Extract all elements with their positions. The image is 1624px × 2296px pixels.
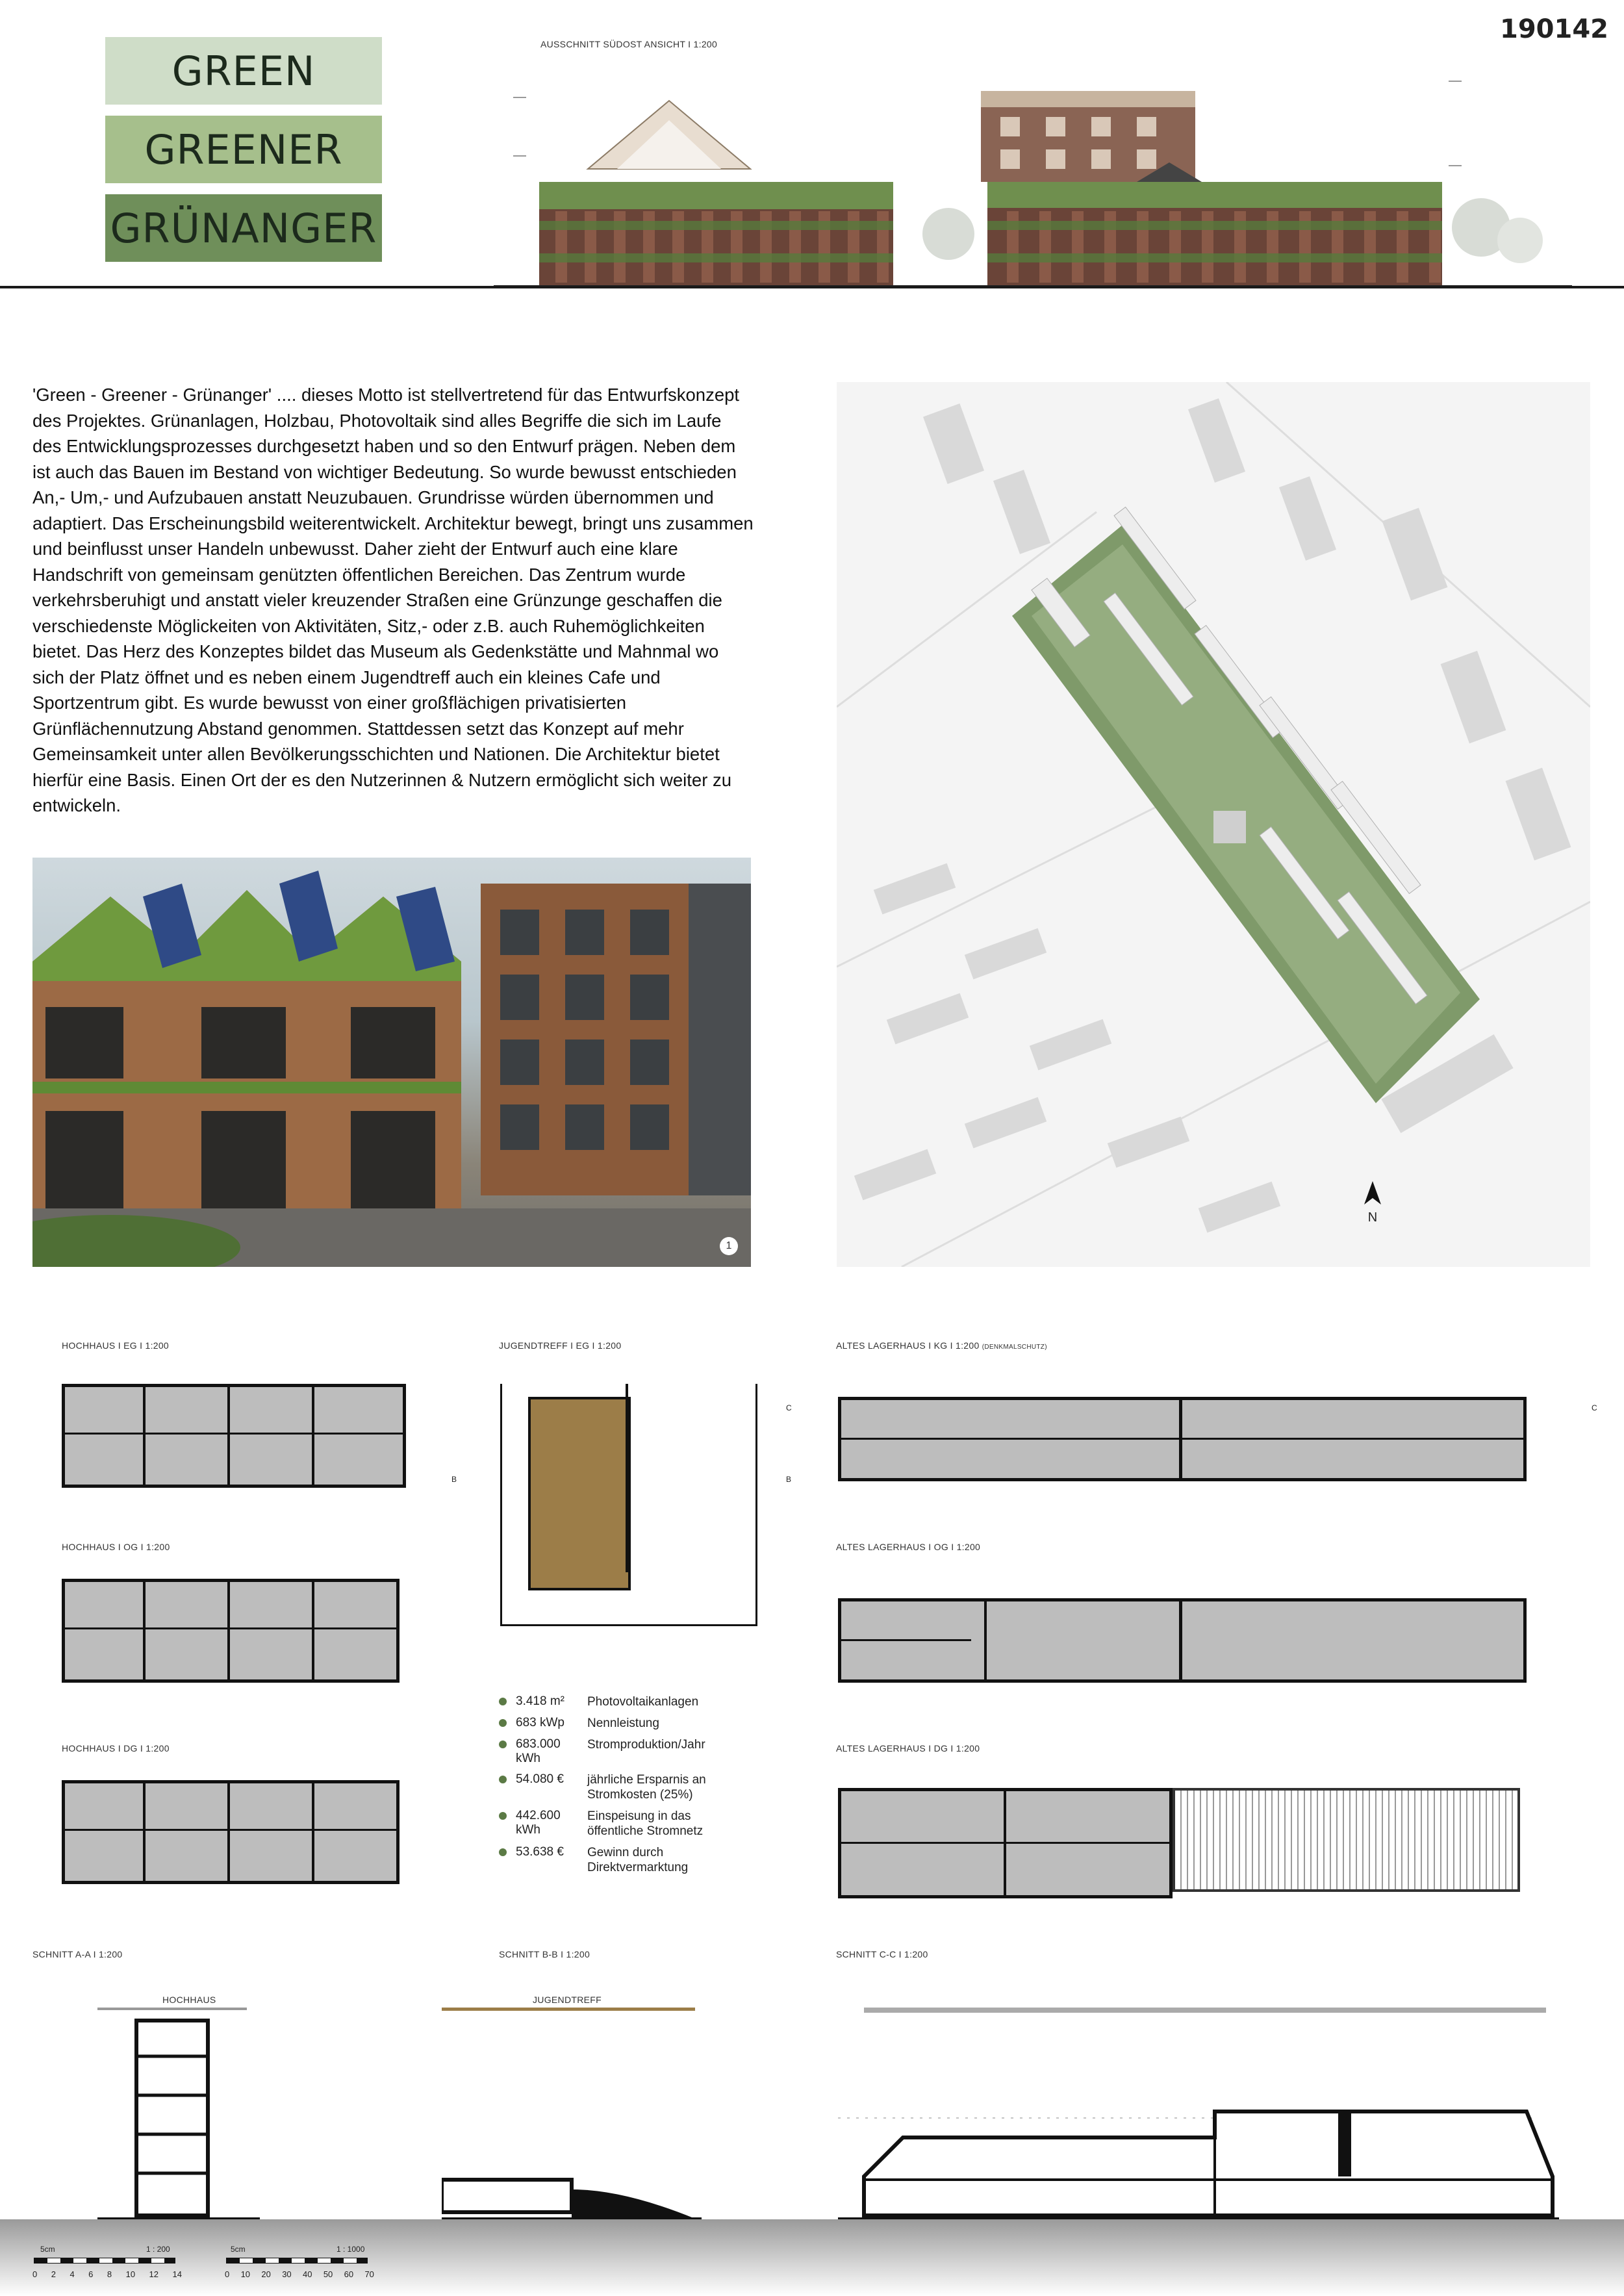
plan-label-lagerhaus-og: ALTES LAGERHAUS I OG I 1:200 — [836, 1542, 981, 1552]
north-label: N — [1367, 1210, 1378, 1225]
plan-label-hochhaus-dg: HOCHHAUS I DG I 1:200 — [62, 1743, 170, 1754]
scale-left-ticks: 0 2 4 6 8 10 12 14 — [32, 2269, 182, 2279]
scale-right-ticks: 0 10 20 30 40 50 60 70 — [225, 2269, 374, 2279]
plan-label-lagerhaus-dg: ALTES LAGERHAUS I DG I 1:200 — [836, 1743, 980, 1754]
elevation-drawing — [494, 71, 1572, 286]
lagerhaus-dg-roof — [1173, 1788, 1520, 1892]
stat-row: 683 kWp Nennleistung — [499, 1716, 746, 1731]
section-label-c: SCHNITT C-C I 1:200 — [836, 1949, 928, 1959]
north-arrow — [1363, 1181, 1382, 1225]
section-a-drawing — [97, 2008, 260, 2222]
scale-bar-left — [34, 2258, 175, 2264]
scale-right-ratio: 1 : 1000 — [336, 2245, 365, 2254]
project-number: 190142 — [1500, 14, 1608, 44]
stat-row: 53.638 € Gewinn durch Direktvermarktung — [499, 1845, 746, 1875]
stat-row: 54.080 € jährliche Ersparnis an Stromkosten (25%) — [499, 1772, 746, 1802]
site-plan — [837, 382, 1590, 1267]
plan-jugendtreff — [500, 1384, 757, 1626]
plan-lagerhaus-kg — [838, 1397, 1527, 1481]
stat-row: 3.418 m² Photovoltaikanlagen — [499, 1694, 746, 1709]
section-label-b: SCHNITT B-B I 1:200 — [499, 1949, 590, 1959]
section-marker-c-left: C — [786, 1403, 792, 1412]
plan-lagerhaus-dg — [838, 1788, 1173, 1898]
elevation-label: AUSSCHNITT SÜDOST ANSICHT I 1:200 — [540, 39, 718, 49]
section-b-drawing — [442, 2008, 702, 2222]
plan-hochhaus-og — [62, 1579, 400, 1683]
plan-label-hochhaus-eg: HOCHHAUS I EG I 1:200 — [62, 1340, 170, 1351]
plan-hochhaus-dg — [62, 1780, 400, 1884]
scale-right-unit: 5cm — [231, 2245, 246, 2254]
title-grunanger: GRÜNANGER — [105, 194, 382, 262]
section-c-drawing — [838, 2008, 1559, 2222]
scale-left-ratio: 1 : 200 — [146, 2245, 170, 2254]
plan-hochhaus-eg — [62, 1384, 406, 1488]
lagerhaus-kg-title: ALTES LAGERHAUS I KG I 1:200 — [836, 1340, 980, 1351]
header-divider — [0, 286, 1624, 288]
section-marker-c-right: C — [1592, 1403, 1597, 1412]
section-marker-b-left: B — [451, 1475, 457, 1484]
stat-row: 442.600 kWh Einspeisung in das öffentliche Stromnetz — [499, 1809, 746, 1839]
scale-left-unit: 5cm — [40, 2245, 55, 2254]
section-marker-b-right: B — [786, 1475, 792, 1484]
render-badge: 1 — [720, 1237, 738, 1255]
title-green: GREEN — [105, 37, 382, 105]
title-greener: GREENER — [105, 116, 382, 183]
plan-label-lagerhaus-kg — [836, 1340, 1047, 1351]
photovoltaic-stats — [499, 1694, 746, 1881]
scale-bar-right — [226, 2258, 368, 2264]
stat-row: 683.000 kWh Stromproduktion/Jahr — [499, 1737, 746, 1766]
project-description: 'Green - Greener - Grünanger' .... dieses Motto ist stellvertretend für das Entwurfskonzept des Projektes. Grünanlagen, Holzbau, Photovoltaik sind alles Begriffe die sich im Laufe des Entwicklungsprozesses durchgesetzt haben und so den Entwurf prägen. Neben dem ist auch das Bauen im Bestand von wichtiger Bedeutung. So wurde bewusst entschieden An,- Um,- und Aufzubauen anstatt Neuzubauen. Grundrisse würden übernommen und adaptiert. Das Erscheinungsbild weiterentwickelt. Architektur bewegt, bringt uns zusammen und beinflusst unser Handeln unbewusst. Daher zieht der Entwurf auch eine klare Handschrift von gemeinsam genützten öffentlichen Bereichen. Das Zentrum wurde verkehrsberuhigt und anstatt vieler kreuzender Straßen eine Grünzunge geschaffen die verschiedenste Möglickeiten von Aktivitäten, Sitz,- oder z.B. auch Ruhemöglichkeiten bietet. Das Herz des Konzeptes bildet das Museum als Gedenkstätte und Mahnmal wo sich der Platz öffnet und es neben einem Jugendtreff auch ein kleines Cafe und Sportzentrum gibt. Es wurde bewusst von einer großflächigen privatisierten Grünflächennutzung Abstand genommen. Stattdessen setzt das Konzept auf mehr Gemeinsamkeit unter allen Bevölkerungsschichten und Nationen. Die Architektur bietet hierfür eine Basis. Einen Ort der es den Nutzerinnen & Nutzern ermöglicht sich weiter zu entwickeln. — [32, 385, 754, 815]
section-hochhaus-label: HOCHHAUS — [162, 1995, 216, 2005]
plan-label-hochhaus-og: HOCHHAUS I OG I 1:200 — [62, 1542, 170, 1552]
lagerhaus-kg-note: (DENKMALSCHUTZ) — [982, 1344, 1047, 1351]
section-jugendtreff-label: JUGENDTREFF — [533, 1995, 602, 2005]
section-label-a: SCHNITT A-A I 1:200 — [32, 1949, 123, 1959]
plan-lagerhaus-og — [838, 1598, 1527, 1683]
render-image — [32, 858, 751, 1267]
plan-label-jugendtreff: JUGENDTREFF I EG I 1:200 — [499, 1340, 622, 1351]
